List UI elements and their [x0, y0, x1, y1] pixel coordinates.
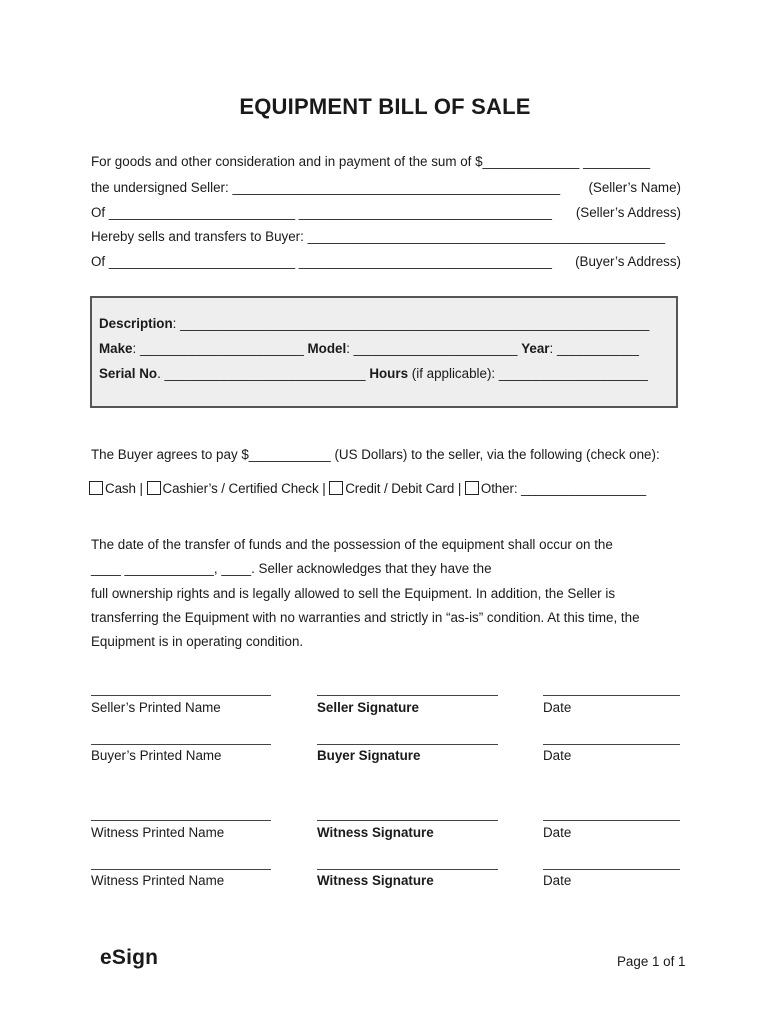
- seller-name-label: (Seller’s Name): [588, 180, 681, 195]
- transfer-line-4: transferring the Equipment with no warranties and strictly in “as-is” condition. At this time, the: [91, 610, 640, 625]
- witness-1-printed-name-label: Witness Printed Name: [91, 825, 225, 840]
- seller-date-label: Date: [543, 700, 572, 715]
- year-field[interactable]: : ___________: [549, 341, 639, 356]
- buyer-date-label: Date: [543, 748, 572, 763]
- hours-field[interactable]: (if applicable): ____________________: [411, 366, 648, 381]
- intro-buyer-address-line: [91, 254, 681, 269]
- witness-2-printed-name-label: Witness Printed Name: [91, 873, 225, 888]
- witness-1-signature-label: Witness Signature: [317, 825, 434, 840]
- witness-1-date-line[interactable]: [543, 820, 680, 821]
- transfer-line-5: Equipment is in operating condition.: [91, 634, 304, 649]
- separator: |: [139, 481, 143, 496]
- make-model-year-row: [99, 341, 639, 356]
- other-option-field[interactable]: Other: _________________: [480, 481, 647, 496]
- esign-logo: eSign: [100, 946, 159, 969]
- credit-debit-option-label: Credit / Debit Card: [345, 481, 455, 496]
- separator: |: [322, 481, 326, 496]
- seller-address-field[interactable]: Of _________________________ __________________________________: [91, 205, 552, 220]
- witness-2-signature-line[interactable]: [317, 869, 498, 870]
- document-title: EQUIPMENT BILL OF SALE: [239, 94, 531, 119]
- equipment-details-box: [90, 296, 678, 408]
- seller-date-line[interactable]: [543, 695, 680, 696]
- seller-name-field[interactable]: the undersigned Seller: ____________________________________________: [91, 180, 561, 195]
- intro-seller-name-line: [91, 180, 681, 195]
- description-label: Description: [99, 316, 173, 331]
- seller-signature-line[interactable]: [317, 695, 498, 696]
- cash-checkbox[interactable]: [89, 481, 103, 495]
- cashier-check-option-label: Cashier’s / Certified Check: [162, 481, 319, 496]
- witness-2-date-label: Date: [543, 873, 572, 888]
- seller-address-label: (Seller’s Address): [575, 205, 681, 220]
- description-row: [99, 316, 649, 331]
- witness-2-printed-name-line[interactable]: [91, 869, 271, 870]
- transfer-line-1: The date of the transfer of funds and the possession of the equipment shall occur on the: [91, 537, 613, 552]
- witness-1-signature-line[interactable]: [317, 820, 498, 821]
- buyer-signature-line[interactable]: [317, 744, 498, 745]
- buyer-signature-label: Buyer Signature: [317, 748, 421, 763]
- page-number: Page 1 of 1: [617, 954, 686, 969]
- make-field[interactable]: : ______________________: [132, 341, 304, 356]
- year-label: Year: [521, 341, 550, 356]
- make-label: Make: [99, 341, 133, 356]
- witness-1-date-label: Date: [543, 825, 572, 840]
- payment-options-row: [89, 481, 679, 496]
- witness-2-date-line[interactable]: [543, 869, 680, 870]
- witness-2-signature-label: Witness Signature: [317, 873, 434, 888]
- intro-seller-address-line: [91, 205, 681, 220]
- separator: |: [457, 481, 462, 496]
- seller-printed-name-line[interactable]: [91, 695, 271, 696]
- hours-label: Hours: [369, 366, 409, 381]
- transfer-line-3: full ownership rights and is legally allowed to sell the Equipment. In addition, the Seller is: [91, 586, 616, 601]
- buyer-printed-name-line[interactable]: [91, 744, 271, 745]
- serial-label: Serial No: [99, 366, 158, 381]
- seller-signature-label: Seller Signature: [317, 700, 419, 715]
- serial-field[interactable]: . ___________________________: [157, 366, 366, 381]
- buyer-address-field[interactable]: Of _________________________ __________________________________: [91, 254, 552, 269]
- cashier-check-checkbox[interactable]: [147, 481, 161, 495]
- buyer-date-line[interactable]: [543, 744, 680, 745]
- model-field[interactable]: : ______________________: [346, 341, 518, 356]
- intro-sum-line: For goods and other consideration and in payment of the sum of $_____________ _________: [91, 154, 651, 169]
- transfer-date-line[interactable]: ____ ____________, ____. Seller acknowledges that they have the: [91, 561, 492, 576]
- buyer-name-line[interactable]: Hereby sells and transfers to Buyer: ________________________________________________: [91, 229, 666, 244]
- witness-1-printed-name-line[interactable]: [91, 820, 271, 821]
- other-checkbox[interactable]: [465, 481, 479, 495]
- buyer-printed-name-label: Buyer’s Printed Name: [91, 748, 222, 763]
- credit-debit-checkbox[interactable]: [329, 481, 343, 495]
- cash-option-label: Cash: [105, 481, 136, 496]
- description-field[interactable]: : _______________________________________________________________: [172, 316, 650, 331]
- serial-hours-row: [99, 366, 648, 381]
- payment-line: The Buyer agrees to pay $___________ (US Dollars) to the seller, via the following (check one):: [91, 447, 660, 462]
- buyer-address-label: (Buyer’s Address): [575, 254, 681, 269]
- model-label: Model: [307, 341, 347, 356]
- seller-printed-name-label: Seller’s Printed Name: [91, 700, 221, 715]
